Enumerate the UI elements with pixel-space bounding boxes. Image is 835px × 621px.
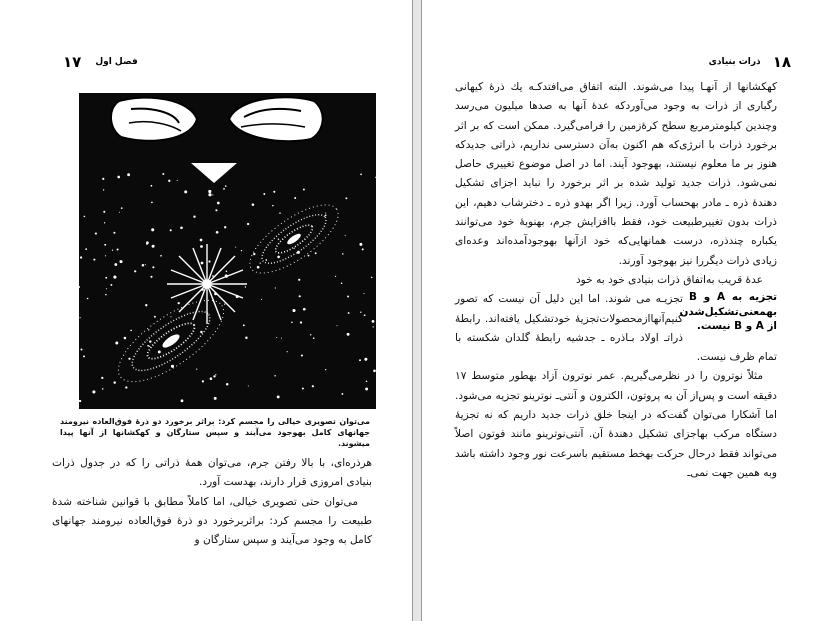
star-dot <box>341 393 343 395</box>
star-dot <box>162 173 164 175</box>
star-dot <box>336 325 337 326</box>
star-dot <box>152 245 155 248</box>
star-dot <box>279 212 280 213</box>
star-dot <box>87 298 89 300</box>
star-dot <box>226 383 229 386</box>
right-paragraph-2-body: تجزیـه می شوند. اما این دلیل آن نیست که تصور کنیم‌آنهاازمحصولات‌تجزیۀ خودتشکیل یافته‌اند. رابطۀ ذراتـ اولاد بـاذره ـ جدشیه رابطۀ گلدان شکسته با تمام ظرف نیست. <box>455 293 777 364</box>
star-dot <box>151 201 153 203</box>
star-dot <box>119 212 120 213</box>
figure-caption: می‌توان تصویری خیالی را مجسم کرد: براثر برخورد دو ذرۀ فوق‌العاده نیرومند جهانهای کامل بهوجود می‌آیند و سپس ستارگان و کهکشانها از آنها پیدا میشوند. <box>60 417 370 448</box>
star-dot <box>261 299 262 300</box>
star-dot <box>292 309 295 312</box>
star-dot <box>150 276 152 278</box>
star-dot <box>245 337 248 340</box>
star-dot <box>277 395 280 398</box>
star-dot <box>298 279 300 281</box>
star-dot <box>281 338 282 339</box>
star-dot <box>106 288 107 289</box>
star-dot <box>83 355 85 357</box>
star-dot <box>193 215 195 217</box>
star-dot <box>105 277 107 279</box>
star-dot <box>127 173 130 176</box>
star-dot <box>134 270 136 272</box>
galaxy-illustration <box>79 79 376 409</box>
star-dot <box>142 264 145 267</box>
star-dot <box>253 253 255 255</box>
star-dot <box>121 207 123 209</box>
star-dot <box>299 295 301 297</box>
star-dot <box>325 215 327 217</box>
star-dot <box>125 386 127 388</box>
right-paragraph-3: مثلاً نوترون را در نظرمی‌گیریم. عمر نوترون آزاد بهطور متوسط ۱۷ دقیقه است و پس‌از آن به پروتون، الکترون و آنتی‌ـ نوترینو تجزیه می‌شود. اما آشکارا می‌توان گفت‌که در اینجا خلق ذرات جدید داریم که نه تجزیۀ دستگاه مرکب بهاجزای تشکیل دهندۀ آن. آنتی‌نوترینو مانند فوتون اصلاً می‌تواند فقط درحال حرکت بهخط مستقیم باسرعت نور وجود داشته باشد وبه همین جهت نمی‌ـ <box>455 370 777 479</box>
star-dot <box>325 213 326 214</box>
star-dot <box>104 244 106 246</box>
star-dot <box>303 189 305 191</box>
star-dot <box>184 190 187 193</box>
star-dot <box>248 385 249 386</box>
star-dot <box>160 255 162 257</box>
star-dot <box>297 251 300 254</box>
star-dot <box>364 358 367 361</box>
star-dot <box>115 342 118 345</box>
star-dot <box>373 326 374 327</box>
star-dot <box>214 292 217 295</box>
right-chapter-title: ذرات بنیادی <box>708 57 761 67</box>
star-dot <box>345 197 347 199</box>
star-dot <box>213 375 215 377</box>
star-dot <box>149 340 151 342</box>
star-dot <box>180 226 183 229</box>
star-dot <box>119 260 122 263</box>
star-dot <box>372 320 375 323</box>
star-dot <box>278 239 279 240</box>
star-dot <box>114 263 117 266</box>
star-dot <box>303 308 306 311</box>
star-dot <box>196 369 197 370</box>
right-body-text <box>455 78 777 483</box>
star-dot <box>363 293 364 294</box>
star-dot <box>208 260 210 262</box>
star-dot <box>102 178 104 180</box>
star-dot <box>223 188 225 190</box>
star-dot <box>103 211 105 213</box>
star-dot <box>360 174 362 176</box>
star-dot <box>365 388 368 391</box>
star-dot <box>312 385 314 387</box>
star-dot <box>113 232 115 234</box>
star-dot <box>152 266 154 268</box>
star-dot <box>273 191 275 193</box>
star-dot <box>208 193 211 196</box>
star-dot <box>148 329 149 330</box>
star-dot <box>226 276 228 278</box>
star-dot <box>315 252 317 254</box>
star-dot <box>272 205 274 207</box>
left-page <box>0 0 413 621</box>
star-dot <box>177 180 178 181</box>
star-dot <box>200 245 203 248</box>
star-dot <box>348 312 350 314</box>
star-dot <box>181 399 184 402</box>
star-dot <box>154 316 156 318</box>
star-dot <box>291 322 293 324</box>
star-dot <box>146 243 148 245</box>
left-chapter-title: فصل اول <box>95 57 138 67</box>
star-dot <box>371 277 373 279</box>
star-dot <box>302 388 304 390</box>
star-dot <box>168 180 170 182</box>
star-dot <box>208 190 211 193</box>
star-dot <box>300 321 302 323</box>
star-dot <box>301 354 303 356</box>
left-body-text <box>52 454 372 550</box>
star-dot <box>104 222 105 223</box>
star-dot <box>84 216 86 218</box>
star-dot <box>151 228 154 231</box>
right-paragraph-1: کهکشانها از آنهـا پیدا می‌شوند. البته اتفاق می‌افتدکـه یك ذرۀ کیهانی رگباری از ذرات به وجود می‌آوردکه عدۀ آنها به صدها میلیون می‌رسد وچندین کیلومترمربع سطح کرۀزمین را فرامی‌گیرد. ممکن است که بر اثر برخورد ذرات با انرژی‌که هم اکنون به‌آن دسترسی نداریم، ذراتی جدیدکه هنوز بر ما معلوم نیستند، بهوجود آیند. اما در اصل موضوع تغییری حاصل نمی‌شود. ذرات جدید تولید شده بر اثر برخورد را نباید اجزای تشکیل دهندۀ ذره ـ مادر بهحساب آورد. زیرا اگر بهدو ذره ـ دخترشاب دهیم، این ذرات بدون تغییرطبیعت خود، فقط باافزایش جرم، بهنوبۀ خود می‌توانند یکباره چندذره، درست همانهایی‌که خود ازآنها بهوجودآمده‌اند وعده‌ای زیادی ذرات دیگررا نیز بهوجود آورند. <box>455 81 777 267</box>
star-dot <box>310 334 311 335</box>
star-dot <box>224 303 225 304</box>
star-dot <box>112 249 113 250</box>
right-page-header <box>481 52 791 72</box>
star-dot <box>362 248 364 250</box>
star-dot <box>276 337 277 338</box>
left-page-header <box>63 52 373 72</box>
star-dot <box>92 390 95 393</box>
left-paragraph-2: می‌توان حتی تصویری خیالی، اما کاملاً مطابق با قوانین شناخته شدۀ طبیعت را مجسم کرد: براثربرخورد دو ذرۀ فوق‌العاده نیرومند جهانهای کامل به وجود می‌آیند و سپس ستارگان و <box>52 495 372 547</box>
star-dot <box>236 295 239 298</box>
star-dot <box>178 302 180 304</box>
star-dot <box>200 331 202 333</box>
star-dot <box>145 264 146 265</box>
right-page-number: ۱۸ <box>772 53 791 71</box>
star-dot <box>110 284 112 286</box>
star-dot <box>103 189 104 190</box>
star-dot <box>335 276 336 277</box>
book-gutter <box>413 0 421 621</box>
star-dot <box>217 202 220 205</box>
star-dot <box>201 262 204 265</box>
star-dot <box>214 397 217 400</box>
star-dot <box>252 203 255 206</box>
star-dot <box>79 400 81 402</box>
star-dot <box>170 316 171 317</box>
star-dot <box>260 263 261 264</box>
star-dot <box>366 381 368 383</box>
star-dot <box>345 235 346 236</box>
star-dot <box>145 304 147 306</box>
star-dot <box>341 282 343 284</box>
star-dot <box>105 255 106 256</box>
star-dot <box>113 276 116 279</box>
star-dot <box>158 350 161 353</box>
star-dot <box>373 369 376 372</box>
star-dot <box>342 253 344 255</box>
star-dot <box>215 209 217 211</box>
star-dot <box>212 275 214 277</box>
star-dot <box>80 256 82 258</box>
star-dot <box>274 375 276 377</box>
star-dot <box>359 359 361 361</box>
left-paragraph-1: هرذره‌ای، با بالا رفتن جرم، می‌توان همهٔ ذراتی را که در جدول ذرات بنیادی امروزی قرار دارند، بهدست آورد. <box>52 457 372 489</box>
star-dot <box>128 358 130 360</box>
star-burst-icon <box>167 244 247 324</box>
star-dot <box>105 294 107 296</box>
star-dot <box>347 296 349 298</box>
star-dot <box>101 377 103 379</box>
star-dot <box>81 349 83 351</box>
star-dot <box>201 288 204 291</box>
star-dot <box>296 234 299 237</box>
star-dot <box>257 266 260 269</box>
star-dot <box>117 248 119 250</box>
star-dot <box>113 381 115 383</box>
star-dot <box>245 286 246 287</box>
star-dot <box>171 365 174 368</box>
star-dot <box>294 248 295 249</box>
left-page-number: ۱۷ <box>63 53 82 71</box>
star-dot <box>147 345 149 347</box>
right-paragraph-2 <box>455 290 777 367</box>
star-dot <box>241 250 242 251</box>
star-dot <box>308 255 310 257</box>
star-dot <box>79 317 80 318</box>
star-dot <box>277 256 280 259</box>
star-dot <box>202 380 204 382</box>
star-dot <box>360 312 361 313</box>
star-dot <box>313 337 315 339</box>
star-dot <box>294 197 296 199</box>
star-dot <box>95 233 97 235</box>
star-dot <box>215 374 216 375</box>
star-dot <box>93 259 95 261</box>
star-dot <box>212 194 213 195</box>
star-dot <box>85 248 87 250</box>
star-dot <box>263 193 265 195</box>
star-dot <box>216 231 219 234</box>
star-dot <box>235 247 236 248</box>
star-dot <box>210 377 213 380</box>
star-dot <box>224 226 226 228</box>
star-dot <box>347 333 350 336</box>
star-dot <box>170 229 172 231</box>
star-dot <box>117 176 120 179</box>
star-dot <box>287 351 288 352</box>
margin-note: تجزیه به A و B بهمعنی‌تشکیل‌شدن از A و B نیست. <box>679 291 777 333</box>
star-dot <box>226 271 228 273</box>
star-dot <box>364 314 366 316</box>
star-dot <box>243 324 245 326</box>
right-paragraph-2-lead: عدۀ قریب به‌اتفاق ذرات بنیادی خود به خود <box>575 273 763 286</box>
star-dot <box>151 185 153 187</box>
star-dot <box>325 369 326 370</box>
star-dot <box>225 185 227 187</box>
right-page <box>421 0 835 621</box>
star-dot <box>247 223 249 225</box>
star-dot <box>275 287 276 288</box>
star-dot <box>200 239 203 242</box>
star-dot <box>265 259 267 261</box>
star-dot <box>130 330 132 332</box>
star-dot <box>102 388 104 390</box>
star-dot <box>124 337 127 340</box>
star-dot <box>359 243 362 246</box>
